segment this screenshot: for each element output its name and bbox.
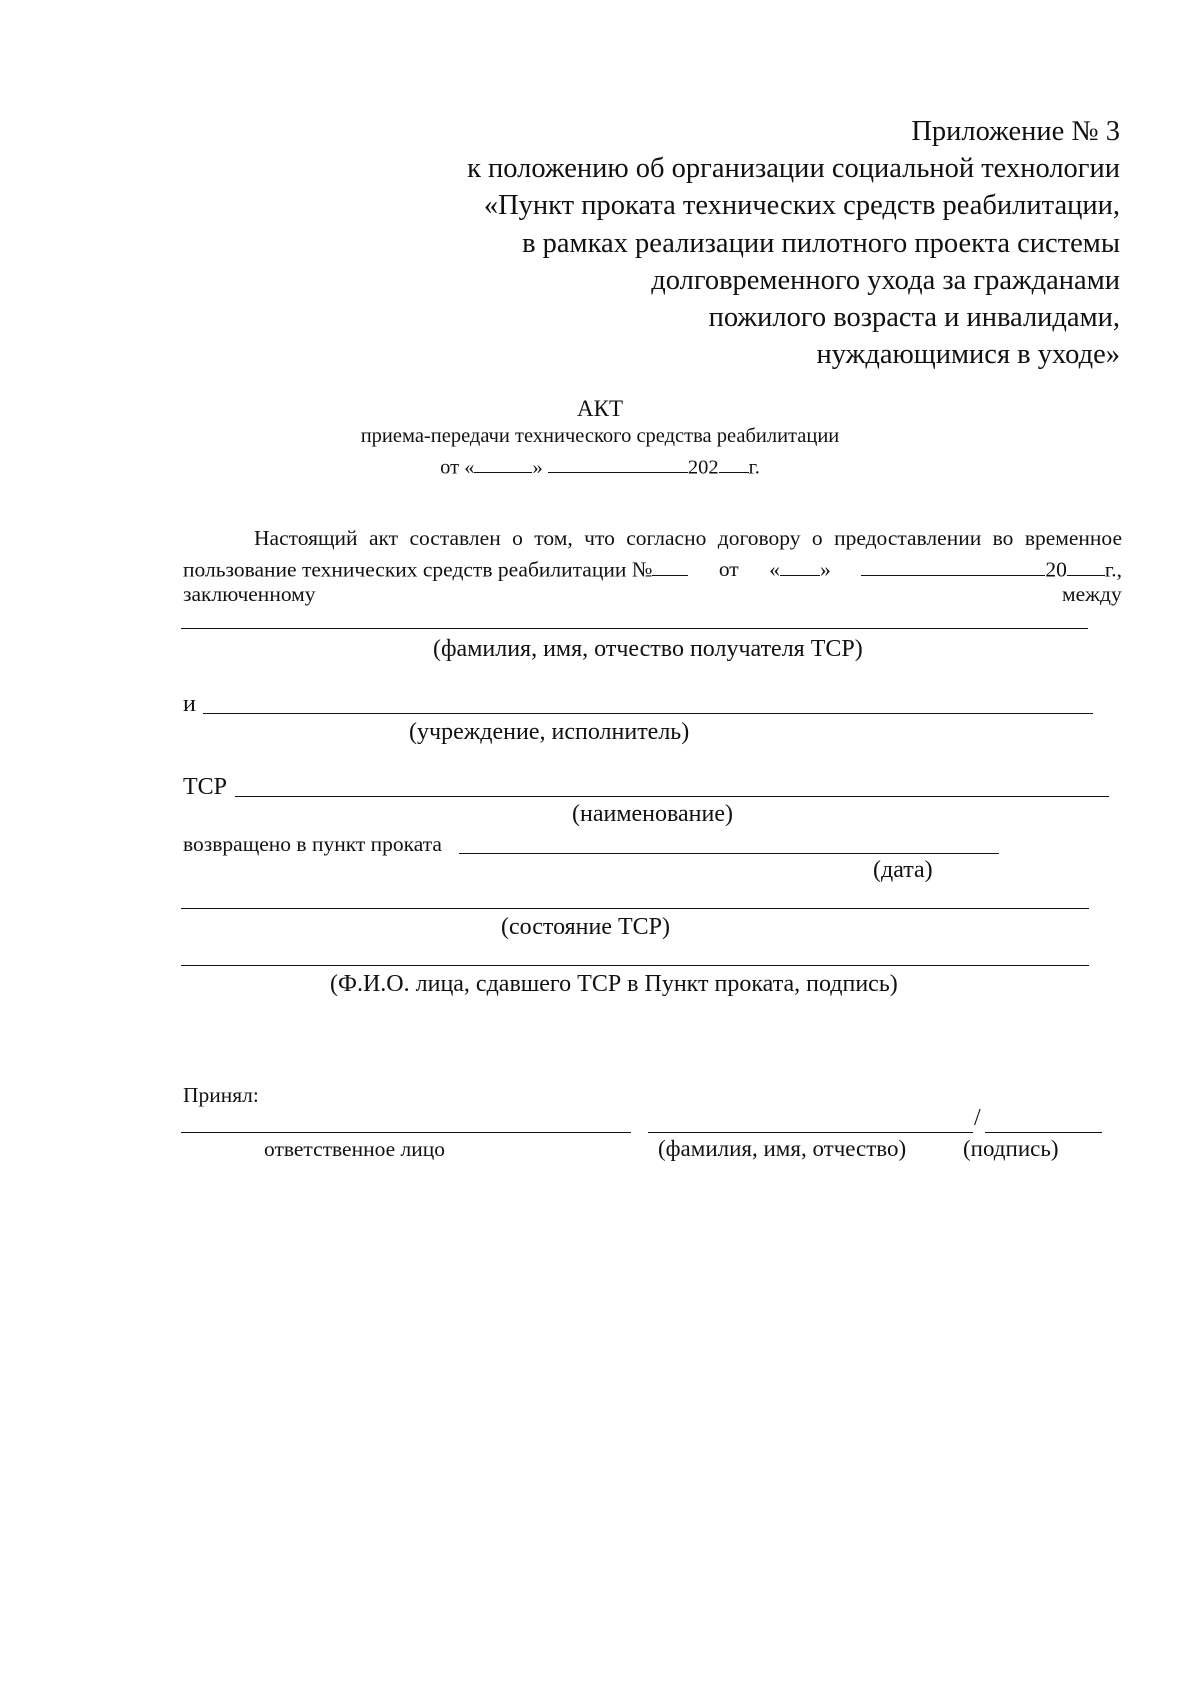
- act-subtitle: приема-передачи технического средства реабилитации: [360, 425, 840, 447]
- responsible-caption: ответственное лицо: [264, 1137, 446, 1161]
- contract-prefix: пользование технических средств реабилитации №: [183, 557, 653, 582]
- contract-year-prefix: 20: [1045, 557, 1067, 582]
- recipient-caption: (фамилия, имя, отчество получателя ТСР): [433, 636, 863, 662]
- act-month-blank[interactable]: [548, 453, 688, 473]
- contract-quote-close: »: [820, 557, 831, 582]
- fio-caption: (фамилия, имя, отчество): [658, 1136, 907, 1161]
- handover-caption: (Ф.И.О. лица, сдавшего ТСР в Пункт проката, подпись): [330, 971, 898, 997]
- accepted-label: Принял:: [183, 1083, 259, 1107]
- annex-line-4: в рамках реализации пилотного проекта системы: [522, 227, 1120, 259]
- act-date-year: 202: [687, 456, 719, 479]
- contract-quote-open: «: [769, 557, 781, 582]
- handover-line[interactable]: [181, 965, 1089, 966]
- name-caption: (наименование): [572, 801, 734, 827]
- contract-month-blank[interactable]: [861, 555, 1045, 576]
- act-date-suffix: г.: [748, 456, 760, 479]
- condition-line[interactable]: [181, 908, 1089, 909]
- signature-slash: /: [974, 1105, 981, 1131]
- annex-line-6: пожилого возраста и инвалидами,: [708, 302, 1120, 334]
- act-year-blank[interactable]: [719, 453, 749, 473]
- intro-between: между: [1062, 582, 1122, 606]
- intro-concluded: заключенному: [183, 582, 316, 606]
- contract-from: от: [718, 557, 739, 582]
- act-date-prefix: от «: [440, 456, 475, 479]
- intro-line-1: Настоящий акт составлен о том, что согласно договору о предоставлении во временное: [254, 526, 1122, 550]
- institution-line[interactable]: [203, 713, 1093, 714]
- contract-year-blank[interactable]: [1067, 555, 1105, 576]
- date-caption: (дата): [873, 857, 933, 883]
- and-label: и: [183, 691, 196, 717]
- act-title: АКТ: [577, 396, 623, 421]
- act-date-mid: »: [532, 456, 543, 479]
- signature-line[interactable]: [985, 1132, 1102, 1133]
- fio-line[interactable]: [648, 1132, 973, 1133]
- condition-caption: (состояние ТСР): [501, 914, 670, 940]
- responsible-person-line[interactable]: [181, 1132, 631, 1133]
- annex-line-1: Приложение № 3: [911, 116, 1120, 147]
- contract-day-blank[interactable]: [780, 555, 820, 576]
- intro-line-2: [183, 555, 1122, 582]
- annex-line-2: к положению об организации социальной технологии: [467, 153, 1120, 185]
- contract-number-blank[interactable]: [652, 555, 688, 576]
- tsr-name-line[interactable]: [235, 796, 1109, 797]
- return-date-line[interactable]: [459, 853, 999, 854]
- act-day-blank[interactable]: [474, 453, 532, 473]
- annex-header: [360, 113, 1120, 373]
- recipient-line[interactable]: [181, 628, 1088, 629]
- tsr-label: ТСР: [183, 774, 228, 800]
- annex-line-3: «Пункт проката технических средств реабилитации,: [483, 190, 1120, 222]
- returned-label: возвращено в пункт проката: [183, 832, 442, 856]
- contract-year-suffix: г.,: [1104, 557, 1122, 582]
- annex-line-7: нуждающимися в уходе»: [816, 339, 1120, 371]
- sign-caption: (подпись): [963, 1136, 1059, 1161]
- act-date-line: [0, 453, 1200, 479]
- annex-line-5: долговременного ухода за гражданами: [651, 264, 1120, 296]
- institution-caption: (учреждение, исполнитель): [409, 719, 690, 745]
